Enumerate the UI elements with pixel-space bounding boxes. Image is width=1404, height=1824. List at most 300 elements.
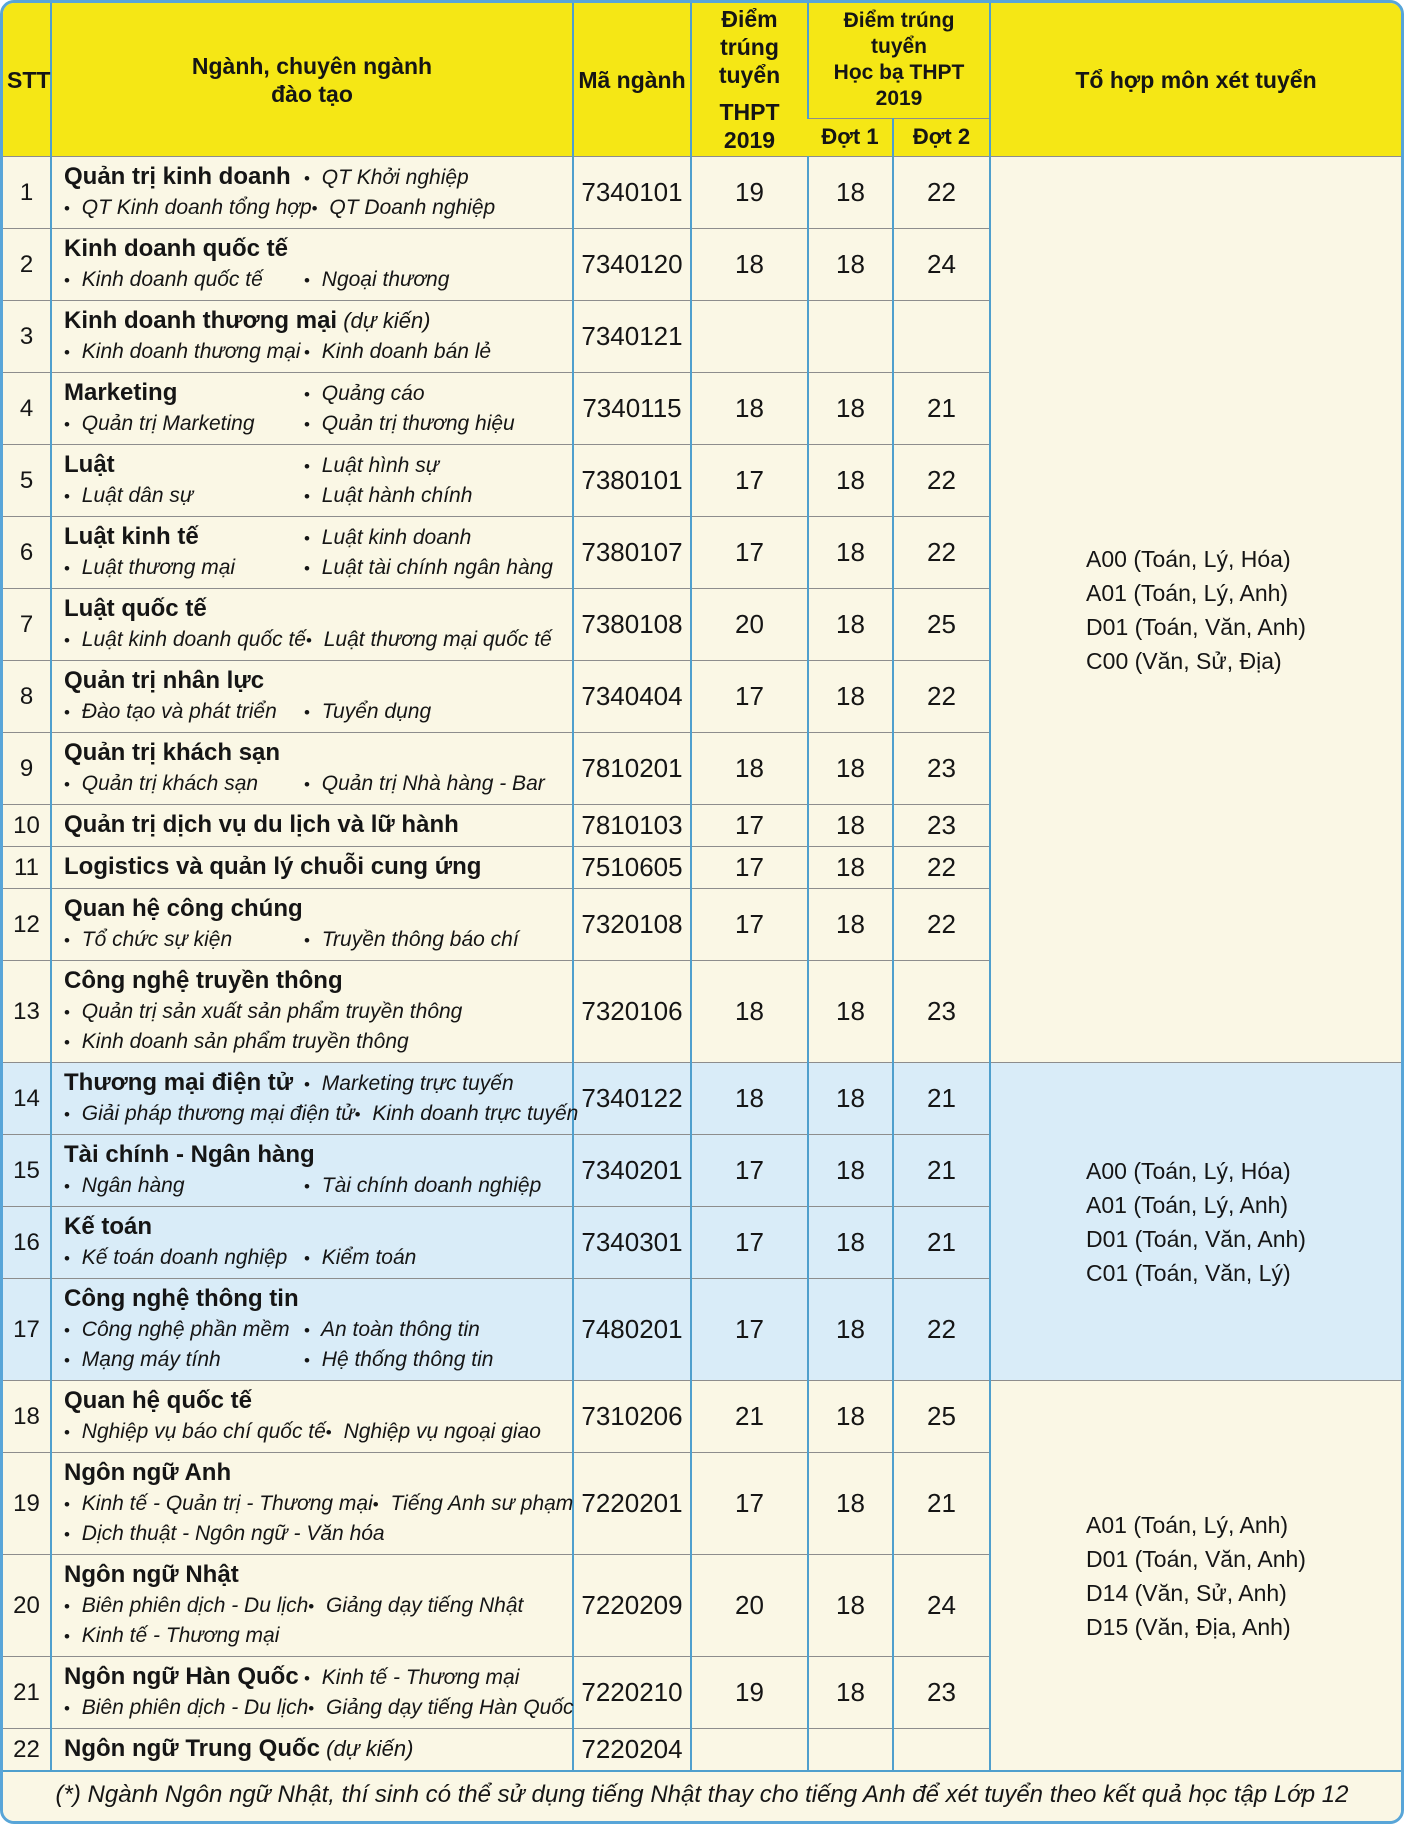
row-number: 4 xyxy=(3,373,51,445)
combo-cell xyxy=(990,1063,1401,1381)
specialization: • Biên phiên dịch - Du lịch xyxy=(64,1594,309,1617)
round1-score xyxy=(808,1729,893,1771)
specialization-line xyxy=(64,625,564,655)
bullet-icon: • xyxy=(64,415,70,434)
specialization: • Kinh tế - Thương mại xyxy=(304,1666,520,1689)
major-cell xyxy=(51,847,573,889)
major-title-line xyxy=(64,1283,564,1315)
row-number: 17 xyxy=(3,1279,51,1381)
table-header xyxy=(3,3,1401,157)
bullet-icon: • xyxy=(304,1321,310,1340)
combo-inner xyxy=(991,1154,1401,1290)
round2-score: 23 xyxy=(893,1657,990,1729)
major-title-line xyxy=(64,893,564,925)
row-number: 13 xyxy=(3,961,51,1063)
major-cell xyxy=(51,373,573,445)
row-number: 21 xyxy=(3,1657,51,1729)
specialization: • Dịch thuật - Ngôn ngữ - Văn hóa xyxy=(64,1522,385,1545)
round1-score: 18 xyxy=(808,517,893,589)
major-code: 7340120 xyxy=(573,229,691,301)
bullet-icon: • xyxy=(304,931,310,950)
bullet-icon: • xyxy=(304,385,310,404)
specialization: • An toàn thông tin xyxy=(304,1318,480,1341)
thpt-score: 17 xyxy=(691,805,808,847)
major-cell xyxy=(51,889,573,961)
bullet-icon: • xyxy=(64,703,70,722)
combo-inner xyxy=(991,542,1401,678)
bullet-icon: • xyxy=(64,1003,70,1022)
specialization: • Kinh tế - Quản trị - Thương mại xyxy=(64,1492,373,1515)
major-name: Kế toán xyxy=(64,1213,153,1240)
major-code: 7340122 xyxy=(573,1063,691,1135)
major-title-line xyxy=(64,593,564,625)
major-cell xyxy=(51,1279,573,1381)
combo-inner xyxy=(991,1508,1401,1644)
specialization: • Kinh doanh bán lẻ xyxy=(304,340,492,363)
specialization: • Luật thương mại xyxy=(64,556,236,579)
round1-score: 18 xyxy=(808,157,893,229)
thpt-score: 17 xyxy=(691,1135,808,1207)
specialization-line xyxy=(64,1243,564,1273)
bullet-icon: • xyxy=(304,457,310,476)
specialization-line xyxy=(64,1693,574,1723)
specialization-line xyxy=(64,337,564,367)
specialization-line xyxy=(64,409,564,439)
major-cell xyxy=(51,1063,579,1135)
header-round1-label: Đợt 1 xyxy=(821,124,879,150)
row-number: 15 xyxy=(3,1135,51,1207)
specialization: • Luật hình sự xyxy=(304,454,440,477)
major-name: Luật quốc tế xyxy=(64,595,207,622)
header-major-line1: Ngành, chuyên ngành xyxy=(191,52,433,79)
round1-score: 18 xyxy=(808,1453,893,1555)
round2-score: 24 xyxy=(893,229,990,301)
major-cell xyxy=(51,1657,573,1729)
row-number: 8 xyxy=(3,661,51,733)
major-cell xyxy=(51,733,573,805)
major-name: Công nghệ thông tin xyxy=(64,1285,299,1312)
row-number: 16 xyxy=(3,1207,51,1279)
round1-score: 18 xyxy=(808,1381,893,1453)
bullet-icon: • xyxy=(64,1423,70,1442)
combo-item: D01 (Toán, Văn, Anh) xyxy=(1086,613,1306,640)
major-title-line xyxy=(64,809,564,841)
major-cell xyxy=(51,661,573,733)
specialization: • Quảng cáo xyxy=(304,382,425,405)
specialization: • Luật dân sự xyxy=(64,484,194,507)
specialization-line xyxy=(64,1099,579,1129)
bullet-icon: • xyxy=(304,559,310,578)
major-title-line xyxy=(64,1211,564,1243)
thpt-score: 18 xyxy=(691,1063,808,1135)
specialization: • Giảng dạy tiếng Hàn Quốc xyxy=(308,1696,574,1719)
header-thpt-line2: trúng tuyển xyxy=(718,34,781,88)
specialization-line xyxy=(64,769,564,799)
specialization-line xyxy=(64,1621,564,1651)
major-code: 7310206 xyxy=(573,1381,691,1453)
thpt-score xyxy=(691,301,808,373)
specialization-line xyxy=(64,925,564,955)
row-number: 19 xyxy=(3,1453,51,1555)
round2-score: 21 xyxy=(893,1207,990,1279)
bullet-icon: • xyxy=(304,1669,310,1688)
major-name: Quản trị dịch vụ du lịch và lữ hành xyxy=(64,811,459,838)
major-code: 7510605 xyxy=(573,847,691,889)
bullet-icon: • xyxy=(64,199,70,218)
round2-score: 23 xyxy=(893,733,990,805)
bullet-icon: • xyxy=(64,1597,70,1616)
row-number: 7 xyxy=(3,589,51,661)
round1-score: 18 xyxy=(808,589,893,661)
bullet-icon: • xyxy=(64,487,70,506)
major-name: Ngôn ngữ Trung Quốc (dự kiến) xyxy=(64,1735,414,1762)
combo-item: A00 (Toán, Lý, Hóa) xyxy=(1086,1157,1291,1184)
specialization: • Công nghệ phần mềm xyxy=(64,1318,290,1341)
header-stt xyxy=(3,3,51,157)
thpt-score: 19 xyxy=(691,157,808,229)
major-title-line xyxy=(64,1385,564,1417)
major-title-line xyxy=(64,665,564,697)
major-cell xyxy=(51,229,573,301)
specialization-line xyxy=(64,481,564,511)
round2-score: 22 xyxy=(893,445,990,517)
specialization: • QT Doanh nghiệp xyxy=(311,196,496,219)
specialization-line xyxy=(64,1591,564,1621)
round2-score xyxy=(893,1729,990,1771)
major-name: Quan hệ công chúng xyxy=(64,895,303,922)
specialization-line xyxy=(64,1489,574,1519)
bullet-icon: • xyxy=(64,1105,70,1124)
row-number: 10 xyxy=(3,805,51,847)
round1-score: 18 xyxy=(808,961,893,1063)
major-code: 7810201 xyxy=(573,733,691,805)
major-code: 7380101 xyxy=(573,445,691,517)
combo-list xyxy=(1086,1154,1306,1290)
row-number: 1 xyxy=(3,157,51,229)
specialization: • Nghiệp vụ ngoại giao xyxy=(325,1420,541,1443)
major-title-line xyxy=(64,233,564,265)
major-title-line xyxy=(64,1559,564,1591)
specialization: • Kinh tế - Thương mại xyxy=(64,1624,280,1647)
bullet-icon: • xyxy=(64,1177,70,1196)
major-title-line xyxy=(64,737,564,769)
round1-score: 18 xyxy=(808,1207,893,1279)
specialization: • Kinh doanh quốc tế xyxy=(64,268,263,291)
round2-score: 22 xyxy=(893,847,990,889)
thpt-score: 17 xyxy=(691,1279,808,1381)
bullet-icon: • xyxy=(64,931,70,950)
round2-score: 24 xyxy=(893,1555,990,1657)
major-code: 7380107 xyxy=(573,517,691,589)
bullet-icon: • xyxy=(64,559,70,578)
thpt-score: 20 xyxy=(691,589,808,661)
major-code: 7340115 xyxy=(573,373,691,445)
round2-score: 22 xyxy=(893,1279,990,1381)
major-code: 7320106 xyxy=(573,961,691,1063)
combo-item: C00 (Văn, Sử, Địa) xyxy=(1086,647,1282,674)
specialization-line xyxy=(64,1027,564,1057)
row-number: 5 xyxy=(3,445,51,517)
major-name: Ngôn ngữ Nhật xyxy=(64,1561,239,1588)
major-title-line xyxy=(64,1733,564,1765)
specialization: • Luật tài chính ngân hàng xyxy=(304,556,553,579)
major-title-line xyxy=(64,377,564,409)
round2-score: 21 xyxy=(893,373,990,445)
bullet-icon: • xyxy=(64,1495,70,1514)
major-cell xyxy=(51,517,573,589)
thpt-score: 17 xyxy=(691,847,808,889)
header-major-line2: đào tạo xyxy=(271,80,353,107)
bullet-icon: • xyxy=(304,169,310,188)
combo-cell xyxy=(990,1381,1401,1771)
major-code: 7810103 xyxy=(573,805,691,847)
major-cell xyxy=(51,589,573,661)
header-major xyxy=(51,3,573,157)
header-major-code xyxy=(573,3,691,157)
combo-item: C01 (Toán, Văn, Lý) xyxy=(1086,1259,1291,1286)
specialization: • Kế toán doanh nghiệp xyxy=(64,1246,288,1269)
major-name: Luật kinh tế xyxy=(64,523,199,550)
row-number: 18 xyxy=(3,1381,51,1453)
table-body xyxy=(3,157,1401,1771)
row-number: 6 xyxy=(3,517,51,589)
major-note: (dự kiến) xyxy=(320,1736,414,1761)
major-title-line xyxy=(64,851,564,883)
bullet-icon: • xyxy=(64,1351,70,1370)
header-round2-label: Đợt 2 xyxy=(912,124,971,150)
specialization: • Ngân hàng xyxy=(64,1174,185,1197)
specialization: • Kiểm toán xyxy=(304,1246,417,1269)
round1-score: 18 xyxy=(808,1555,893,1657)
major-name: Ngôn ngữ Anh xyxy=(64,1459,232,1486)
specialization-line xyxy=(64,1315,564,1345)
header-round2 xyxy=(893,118,990,156)
major-name: Quan hệ quốc tế xyxy=(64,1387,253,1414)
major-name: Marketing xyxy=(64,379,178,406)
round1-score: 18 xyxy=(808,847,893,889)
round2-score: 21 xyxy=(893,1135,990,1207)
thpt-score: 19 xyxy=(691,1657,808,1729)
major-name: Công nghệ truyền thông xyxy=(64,967,343,994)
header-stt-label: STT xyxy=(7,66,51,93)
header-combo xyxy=(990,3,1401,157)
round2-score: 23 xyxy=(893,805,990,847)
round1-score: 18 xyxy=(808,1063,893,1135)
bullet-icon: • xyxy=(354,1105,361,1124)
specialization: • Luật thương mại quốc tế xyxy=(305,628,552,651)
round2-score: 23 xyxy=(893,961,990,1063)
major-code: 7340201 xyxy=(573,1135,691,1207)
round2-score xyxy=(893,301,990,373)
specialization: • Kinh doanh thương mại xyxy=(64,340,301,363)
round2-score: 22 xyxy=(893,517,990,589)
round2-score: 21 xyxy=(893,1453,990,1555)
specialization: • Luật hành chính xyxy=(304,484,473,507)
table-row xyxy=(3,1063,1401,1135)
round2-score: 22 xyxy=(893,661,990,733)
specialization: • Kinh doanh trực tuyến xyxy=(354,1102,579,1125)
bullet-icon: • xyxy=(64,271,70,290)
major-cell xyxy=(51,1453,573,1555)
footnote: (*) Ngành Ngôn ngữ Nhật, thí sinh có thể sử dụng tiếng Nhật thay cho tiếng Anh để xét tuyển theo kết quả học tập Lớp 12 xyxy=(3,1770,1401,1821)
bullet-icon: • xyxy=(304,529,310,548)
major-cell xyxy=(51,1207,573,1279)
combo-item: D15 (Văn, Địa, Anh) xyxy=(1086,1613,1291,1640)
specialization-line xyxy=(64,697,564,727)
header-transcript-line2: Học bạ THPT 2019 xyxy=(833,61,965,111)
specialization: • Quản trị Marketing xyxy=(64,412,255,435)
major-cell xyxy=(51,961,573,1063)
round1-score: 18 xyxy=(808,889,893,961)
major-code: 7480201 xyxy=(573,1279,691,1381)
major-name: Thương mại điện tử xyxy=(64,1069,294,1096)
row-number: 2 xyxy=(3,229,51,301)
combo-list xyxy=(1086,1508,1306,1644)
row-number: 14 xyxy=(3,1063,51,1135)
major-cell xyxy=(51,157,573,229)
bullet-icon: • xyxy=(64,1525,70,1544)
combo-item: A00 (Toán, Lý, Hóa) xyxy=(1086,545,1291,572)
specialization: • Luật kinh doanh xyxy=(304,526,472,549)
combo-list xyxy=(1086,542,1306,678)
bullet-icon: • xyxy=(308,1597,315,1616)
major-note: (dự kiến) xyxy=(337,308,431,333)
specialization: • Quản trị Nhà hàng - Bar xyxy=(304,772,545,795)
bullet-icon: • xyxy=(64,343,70,362)
major-name: Logistics và quản lý chuỗi cung ứng xyxy=(64,853,482,880)
header-thpt-line3: THPT 2019 xyxy=(719,99,780,153)
major-title-line xyxy=(64,521,564,553)
row-number: 11 xyxy=(3,847,51,889)
header-combo-label: Tổ hợp môn xét tuyển xyxy=(1075,66,1317,93)
specialization-line xyxy=(64,1345,564,1375)
header-major-code-label: Mã ngành xyxy=(578,66,686,93)
major-cell xyxy=(51,1135,573,1207)
major-title-line xyxy=(64,965,564,997)
specialization: • Quản trị sản xuất sản phẩm truyền thông xyxy=(64,1000,463,1023)
bullet-icon: • xyxy=(64,1249,70,1268)
specialization: • Kinh doanh sản phẩm truyền thông xyxy=(64,1030,409,1053)
major-cell xyxy=(51,1555,573,1657)
major-title-line xyxy=(64,1067,564,1099)
bullet-icon: • xyxy=(372,1495,379,1514)
specialization-line xyxy=(64,1171,564,1201)
bullet-icon: • xyxy=(304,487,310,506)
bullet-icon: • xyxy=(304,1177,310,1196)
thpt-score: 20 xyxy=(691,1555,808,1657)
header-round1 xyxy=(808,118,893,156)
major-title-line xyxy=(64,1661,564,1693)
combo-item: D01 (Toán, Văn, Anh) xyxy=(1086,1225,1306,1252)
specialization-line xyxy=(64,1519,564,1549)
major-name: Quản trị khách sạn xyxy=(64,739,281,766)
round1-score: 18 xyxy=(808,445,893,517)
specialization: • Nghiệp vụ báo chí quốc tế xyxy=(64,1420,326,1443)
round1-score: 18 xyxy=(808,733,893,805)
major-code: 7380108 xyxy=(573,589,691,661)
specialization: • Mạng máy tính xyxy=(64,1348,221,1371)
combo-cell xyxy=(990,157,1401,1063)
major-name: Quản trị kinh doanh xyxy=(64,163,291,190)
header-thpt-line1: Điểm xyxy=(721,6,778,32)
bullet-icon: • xyxy=(304,703,310,722)
round1-score: 18 xyxy=(808,805,893,847)
specialization: • Tổ chức sự kiện xyxy=(64,928,233,951)
bullet-icon: • xyxy=(304,1075,310,1094)
bullet-icon: • xyxy=(64,775,70,794)
combo-item: D01 (Toán, Văn, Anh) xyxy=(1086,1545,1306,1572)
round2-score: 21 xyxy=(893,1063,990,1135)
thpt-score: 17 xyxy=(691,445,808,517)
thpt-score: 18 xyxy=(691,229,808,301)
round1-score: 18 xyxy=(808,1135,893,1207)
major-name: Luật xyxy=(64,451,115,478)
combo-item: A01 (Toán, Lý, Anh) xyxy=(1086,1511,1289,1538)
specialization: • Hệ thống thông tin xyxy=(304,1348,494,1371)
major-cell xyxy=(51,1381,573,1453)
combo-item: A01 (Toán, Lý, Anh) xyxy=(1086,1191,1289,1218)
bullet-icon: • xyxy=(311,199,318,218)
specialization: • Marketing trực tuyến xyxy=(304,1072,514,1095)
bullet-icon: • xyxy=(304,1249,310,1268)
major-cell xyxy=(51,445,573,517)
major-code: 7220210 xyxy=(573,1657,691,1729)
major-name: Tài chính - Ngân hàng xyxy=(64,1141,315,1168)
thpt-score: 17 xyxy=(691,1207,808,1279)
specialization: • Quản trị khách sạn xyxy=(64,772,259,795)
specialization: • Tiếng Anh sư phạm xyxy=(372,1492,574,1515)
round1-score: 18 xyxy=(808,661,893,733)
specialization: • Đào tạo và phát triển xyxy=(64,700,277,723)
major-title-line xyxy=(64,449,564,481)
row-number: 12 xyxy=(3,889,51,961)
specialization: • Giải pháp thương mại điện tử xyxy=(64,1102,355,1125)
table-row xyxy=(3,1381,1401,1453)
major-code: 7220209 xyxy=(573,1555,691,1657)
specialization: • Tuyển dụng xyxy=(304,700,432,723)
score-table xyxy=(3,3,1401,1770)
thpt-score: 21 xyxy=(691,1381,808,1453)
bullet-icon: • xyxy=(64,1321,70,1340)
thpt-score: 18 xyxy=(691,733,808,805)
row-number: 9 xyxy=(3,733,51,805)
major-code: 7320108 xyxy=(573,889,691,961)
bullet-icon: • xyxy=(304,343,310,362)
major-title-line xyxy=(64,1457,564,1489)
round2-score: 25 xyxy=(893,1381,990,1453)
specialization-line xyxy=(64,997,564,1027)
major-title-line xyxy=(64,1139,564,1171)
major-name: Quản trị nhân lực xyxy=(64,667,265,694)
thpt-score: 18 xyxy=(691,961,808,1063)
specialization-line xyxy=(64,1417,564,1447)
major-name: Kinh doanh quốc tế xyxy=(64,235,288,262)
bullet-icon: • xyxy=(64,1699,70,1718)
major-code: 7340101 xyxy=(573,157,691,229)
round2-score: 22 xyxy=(893,889,990,961)
major-title-line xyxy=(64,305,564,337)
major-code: 7220204 xyxy=(573,1729,691,1771)
major-code: 7340121 xyxy=(573,301,691,373)
bullet-icon: • xyxy=(64,1627,70,1646)
specialization: • QT Khởi nghiệp xyxy=(304,166,469,189)
bullet-icon: • xyxy=(304,775,310,794)
row-number: 22 xyxy=(3,1729,51,1771)
thpt-score: 17 xyxy=(691,889,808,961)
specialization: • Biên phiên dịch - Du lịch xyxy=(64,1696,309,1719)
bullet-icon: • xyxy=(308,1699,315,1718)
bullet-icon: • xyxy=(64,1033,70,1052)
